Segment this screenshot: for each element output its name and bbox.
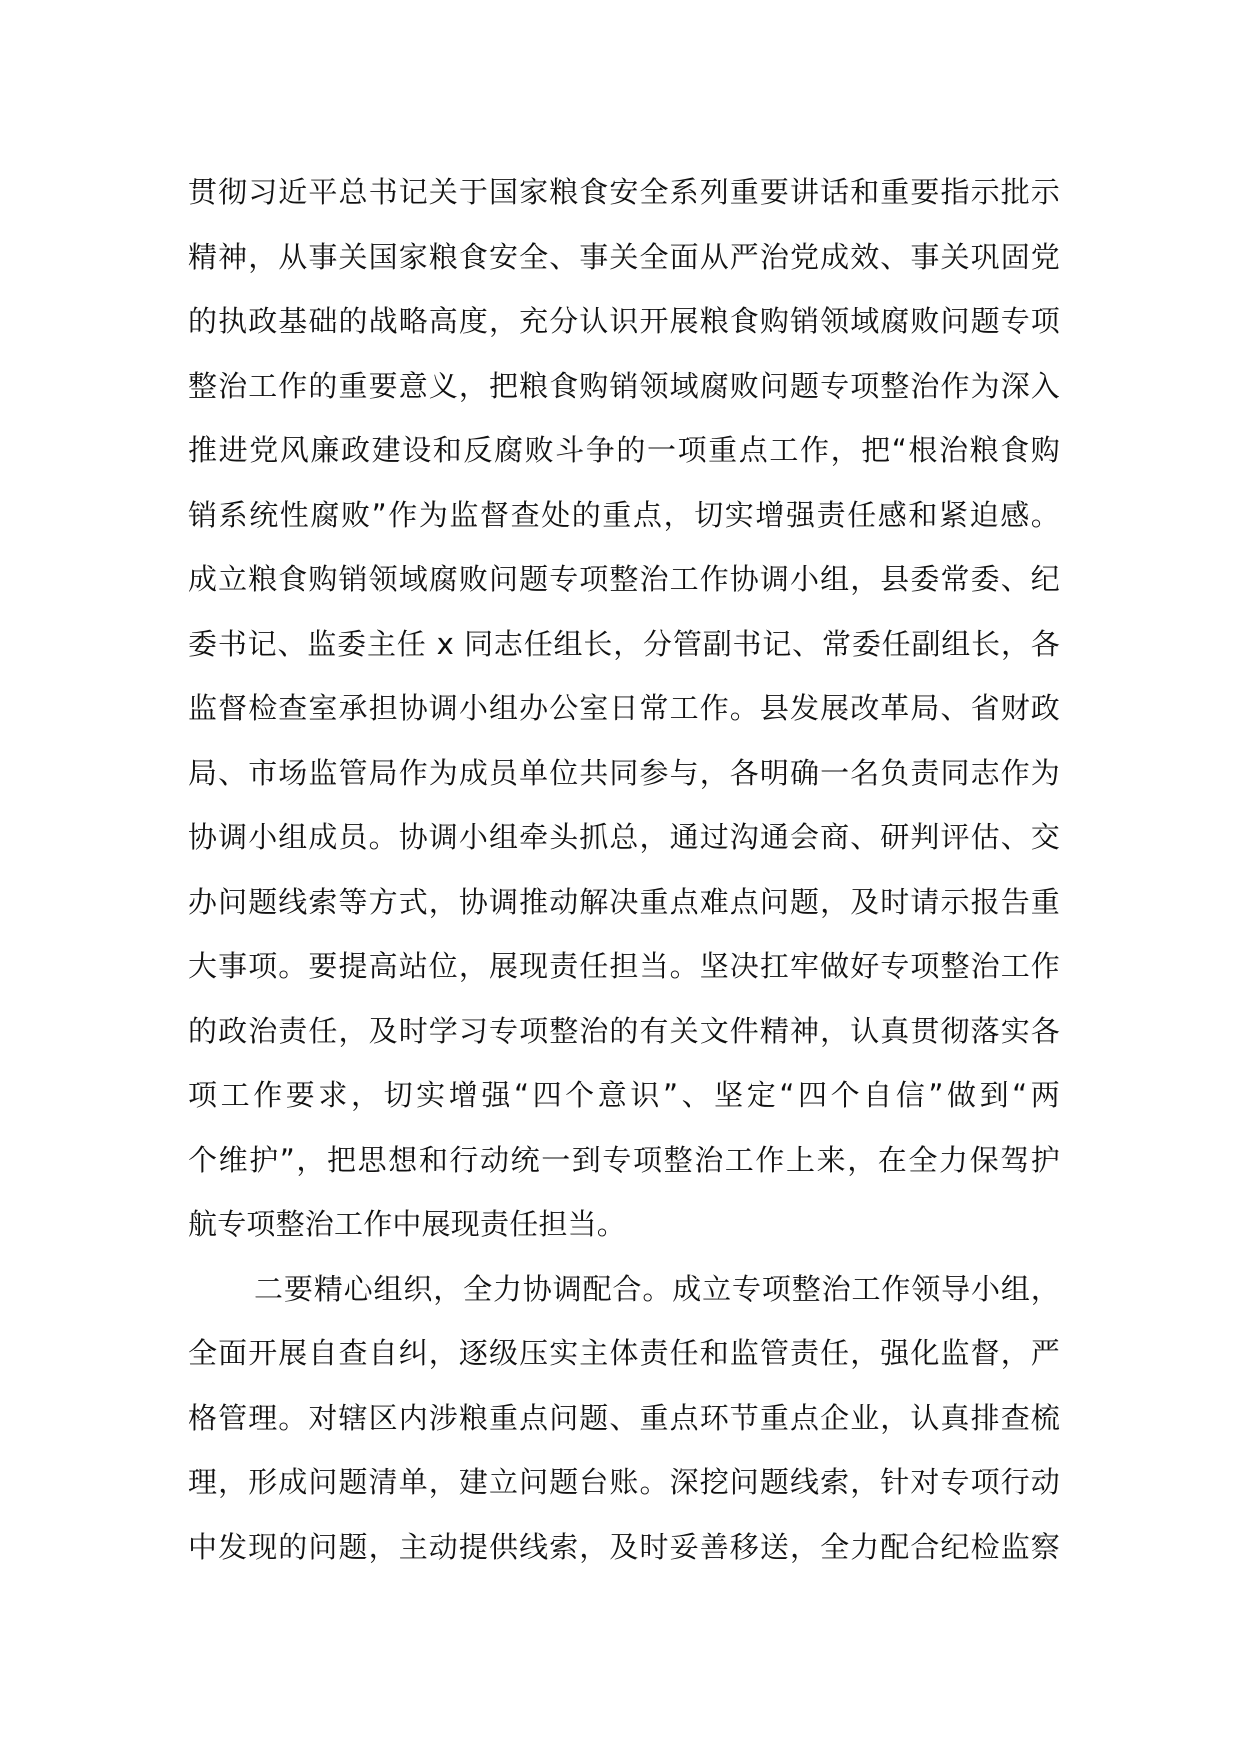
text-line: 协调小组成员。协调小组牵头抓总，通过沟通会商、研判评估、交 <box>188 820 1060 854</box>
text-line: 项工作要求，切实增强“四个意识”、坚定“四个自信”做到“两 <box>188 1078 1060 1112</box>
text-line: 办问题线索等方式，协调推动解决重点难点问题，及时请示报告重 <box>188 884 1060 919</box>
text-line: 大事项。要提高站位，展现责任担当。坚决扛牢做好专项整治工作 <box>188 949 1060 983</box>
text-line: 的执政基础的战略高度，充分认识开展粮食购销领域腐败问题专项 <box>188 304 1060 338</box>
text-line: 的政治责任，及时学习专项整治的有关文件精神，认真贯彻落实各 <box>188 1013 1060 1048</box>
text-line: 航专项整治工作中展现责任担当。 <box>188 1207 627 1241</box>
text-line: 局、市场监管局作为成员单位共同参与，各明确一名负责同志作为 <box>188 755 1060 790</box>
body-text <box>188 160 1060 1579</box>
text-line: 格管理。对辖区内涉粮重点问题、重点环节重点企业，认真排查梳 <box>188 1400 1060 1435</box>
paragraph-start-line: 二要精心组织，全力协调配合。成立专项整治工作领导小组， <box>254 1271 1060 1306</box>
text-line: 推进党风廉政建设和反腐败斗争的一项重点工作，把“根治粮食购 <box>188 433 1060 467</box>
text-line: 中发现的问题，主动提供线索，及时妥善移送，全力配合纪检监察 <box>188 1529 1060 1564</box>
text-line: 成立粮食购销领域腐败问题专项整治工作协调小组，县委常委、纪 <box>188 562 1060 596</box>
text-line: 整治工作的重要意义，把粮食购销领域腐败问题专项整治作为深入 <box>188 368 1060 403</box>
text-line: 监督检查室承担协调小组办公室日常工作。县发展改革局、省财政 <box>188 691 1060 725</box>
text-line: 个维护”，把思想和行动统一到专项整治工作上来，在全力保驾护 <box>188 1142 1060 1177</box>
text-line: 理，形成问题清单，建立问题台账。深挖问题线索，针对专项行动 <box>188 1465 1060 1499</box>
text-line: 精神，从事关国家粮食安全、事关全面从严治党成效、事关巩固党 <box>188 239 1060 274</box>
text-line: 全面开展自查自纠，逐级压实主体责任和监管责任，强化监督，严 <box>188 1336 1060 1370</box>
text-line: 销系统性腐败”作为监督查处的重点，切实增强责任感和紧迫感。 <box>188 497 1060 532</box>
text-line: 委书记、监委主任 x 同志任组长，分管副书记、常委任副组长，各 <box>188 626 1060 661</box>
text-line: 贯彻习近平总书记关于国家粮食安全系列重要讲话和重要指示批示 <box>188 175 1060 209</box>
